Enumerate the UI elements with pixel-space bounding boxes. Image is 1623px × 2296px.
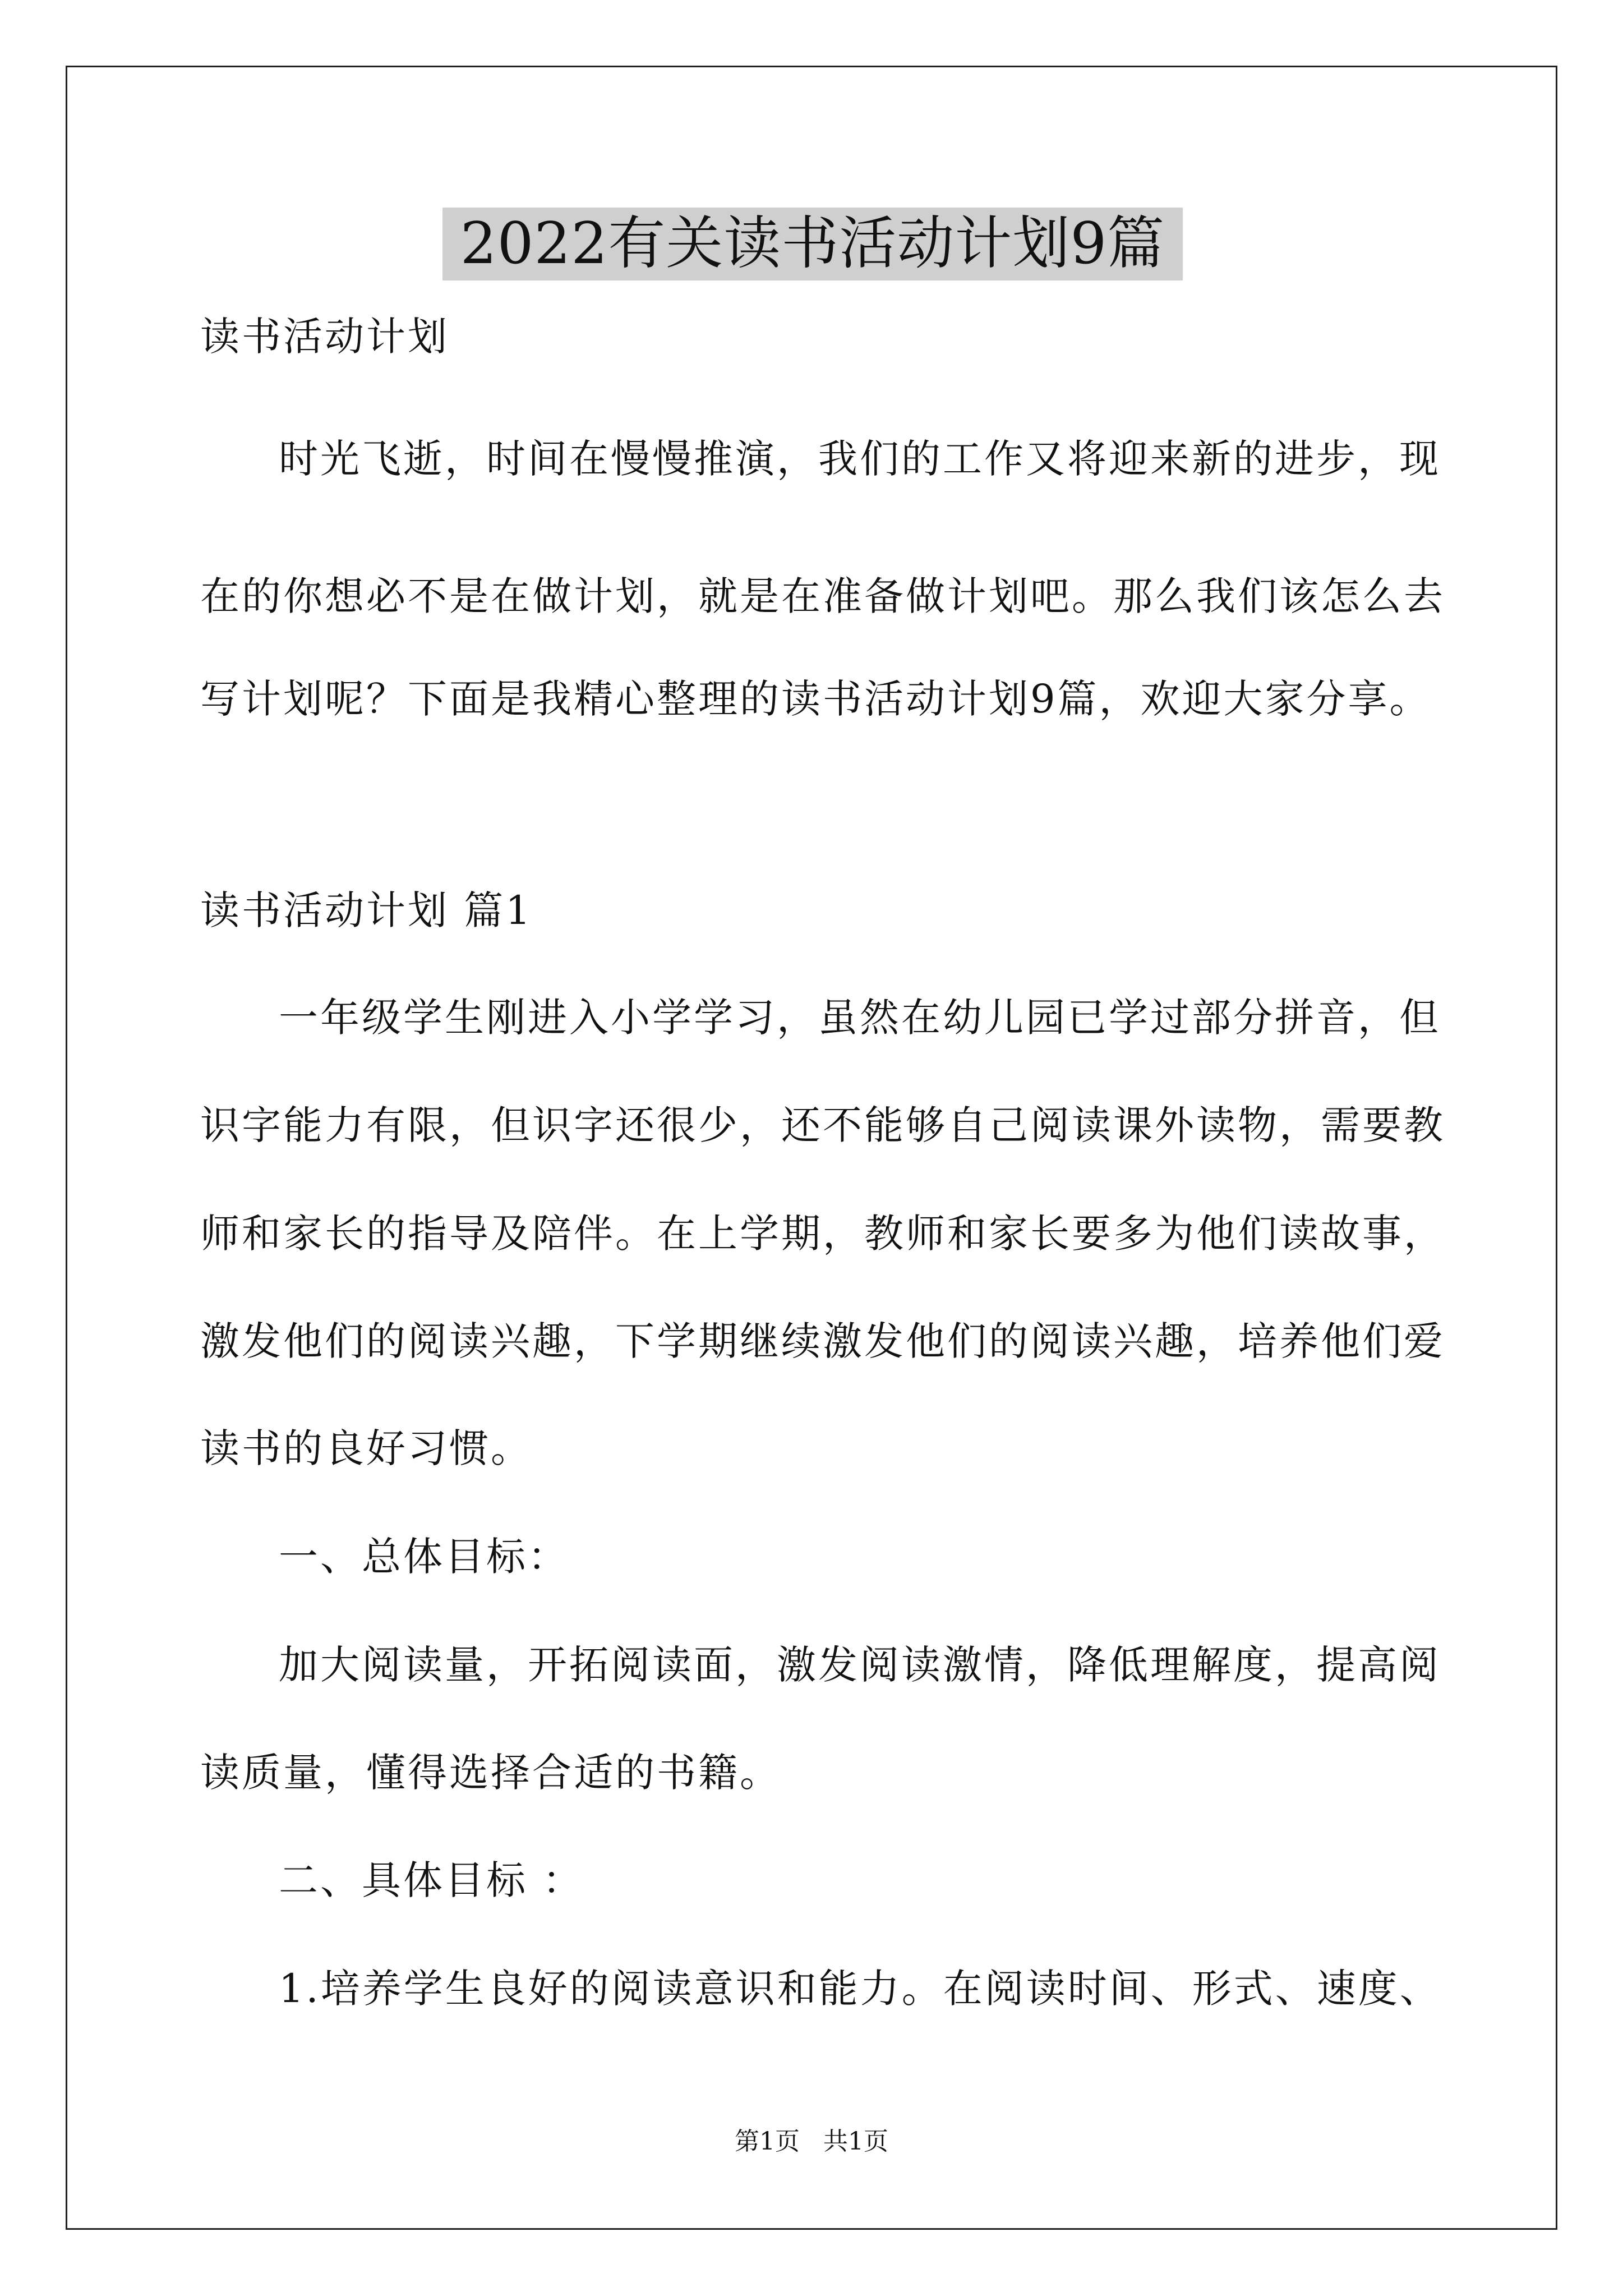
subheading-line: 一、总体目标： — [279, 1534, 569, 1580]
section-heading: 读书活动计划 篇1 — [200, 887, 533, 933]
paragraph-line: 识字能力有限，但识字还很少，还不能够自己阅读课外读物，需要教 — [200, 1102, 1445, 1148]
paragraph-line: 读书的良好习惯。 — [200, 1425, 532, 1471]
paragraph-line: 读质量，懂得选择合适的书籍。 — [200, 1750, 781, 1796]
paragraph-line: 1.培养学生良好的阅读意识和能力。在阅读时间、形式、速度、 — [279, 1966, 1441, 2012]
paragraph-line: 写计划呢？下面是我精心整理的读书活动计划9篇，欢迎大家分享。 — [200, 676, 1431, 722]
document-title: 2022有关读书活动计划9篇 — [442, 208, 1183, 280]
paragraph-line: 加大阅读量，开拓阅读面，激发阅读激情，降低理解度，提高阅 — [279, 1642, 1441, 1688]
paragraph-line: 师和家长的指导及陪伴。在上学期，教师和家长要多为他们读故事， — [200, 1211, 1445, 1257]
intro-heading: 读书活动计划 — [200, 314, 449, 360]
page-number-footer: 第1页 共1页 — [735, 2127, 888, 2156]
paragraph-line: 在的你想必不是在做计划，就是在准备做计划吧。那么我们该怎么去 — [200, 573, 1445, 619]
paragraph-line: 激发他们的阅读兴趣，下学期继续激发他们的阅读兴趣，培养他们爱 — [200, 1318, 1445, 1364]
subheading-line: 二、具体目标 ： — [279, 1857, 584, 1903]
paragraph-line: 一年级学生刚进入小学学习，虽然在幼儿园已学过部分拼音，但 — [279, 995, 1441, 1041]
paragraph-line: 时光飞逝，时间在慢慢推演，我们的工作又将迎来新的进步，现 — [279, 436, 1441, 482]
